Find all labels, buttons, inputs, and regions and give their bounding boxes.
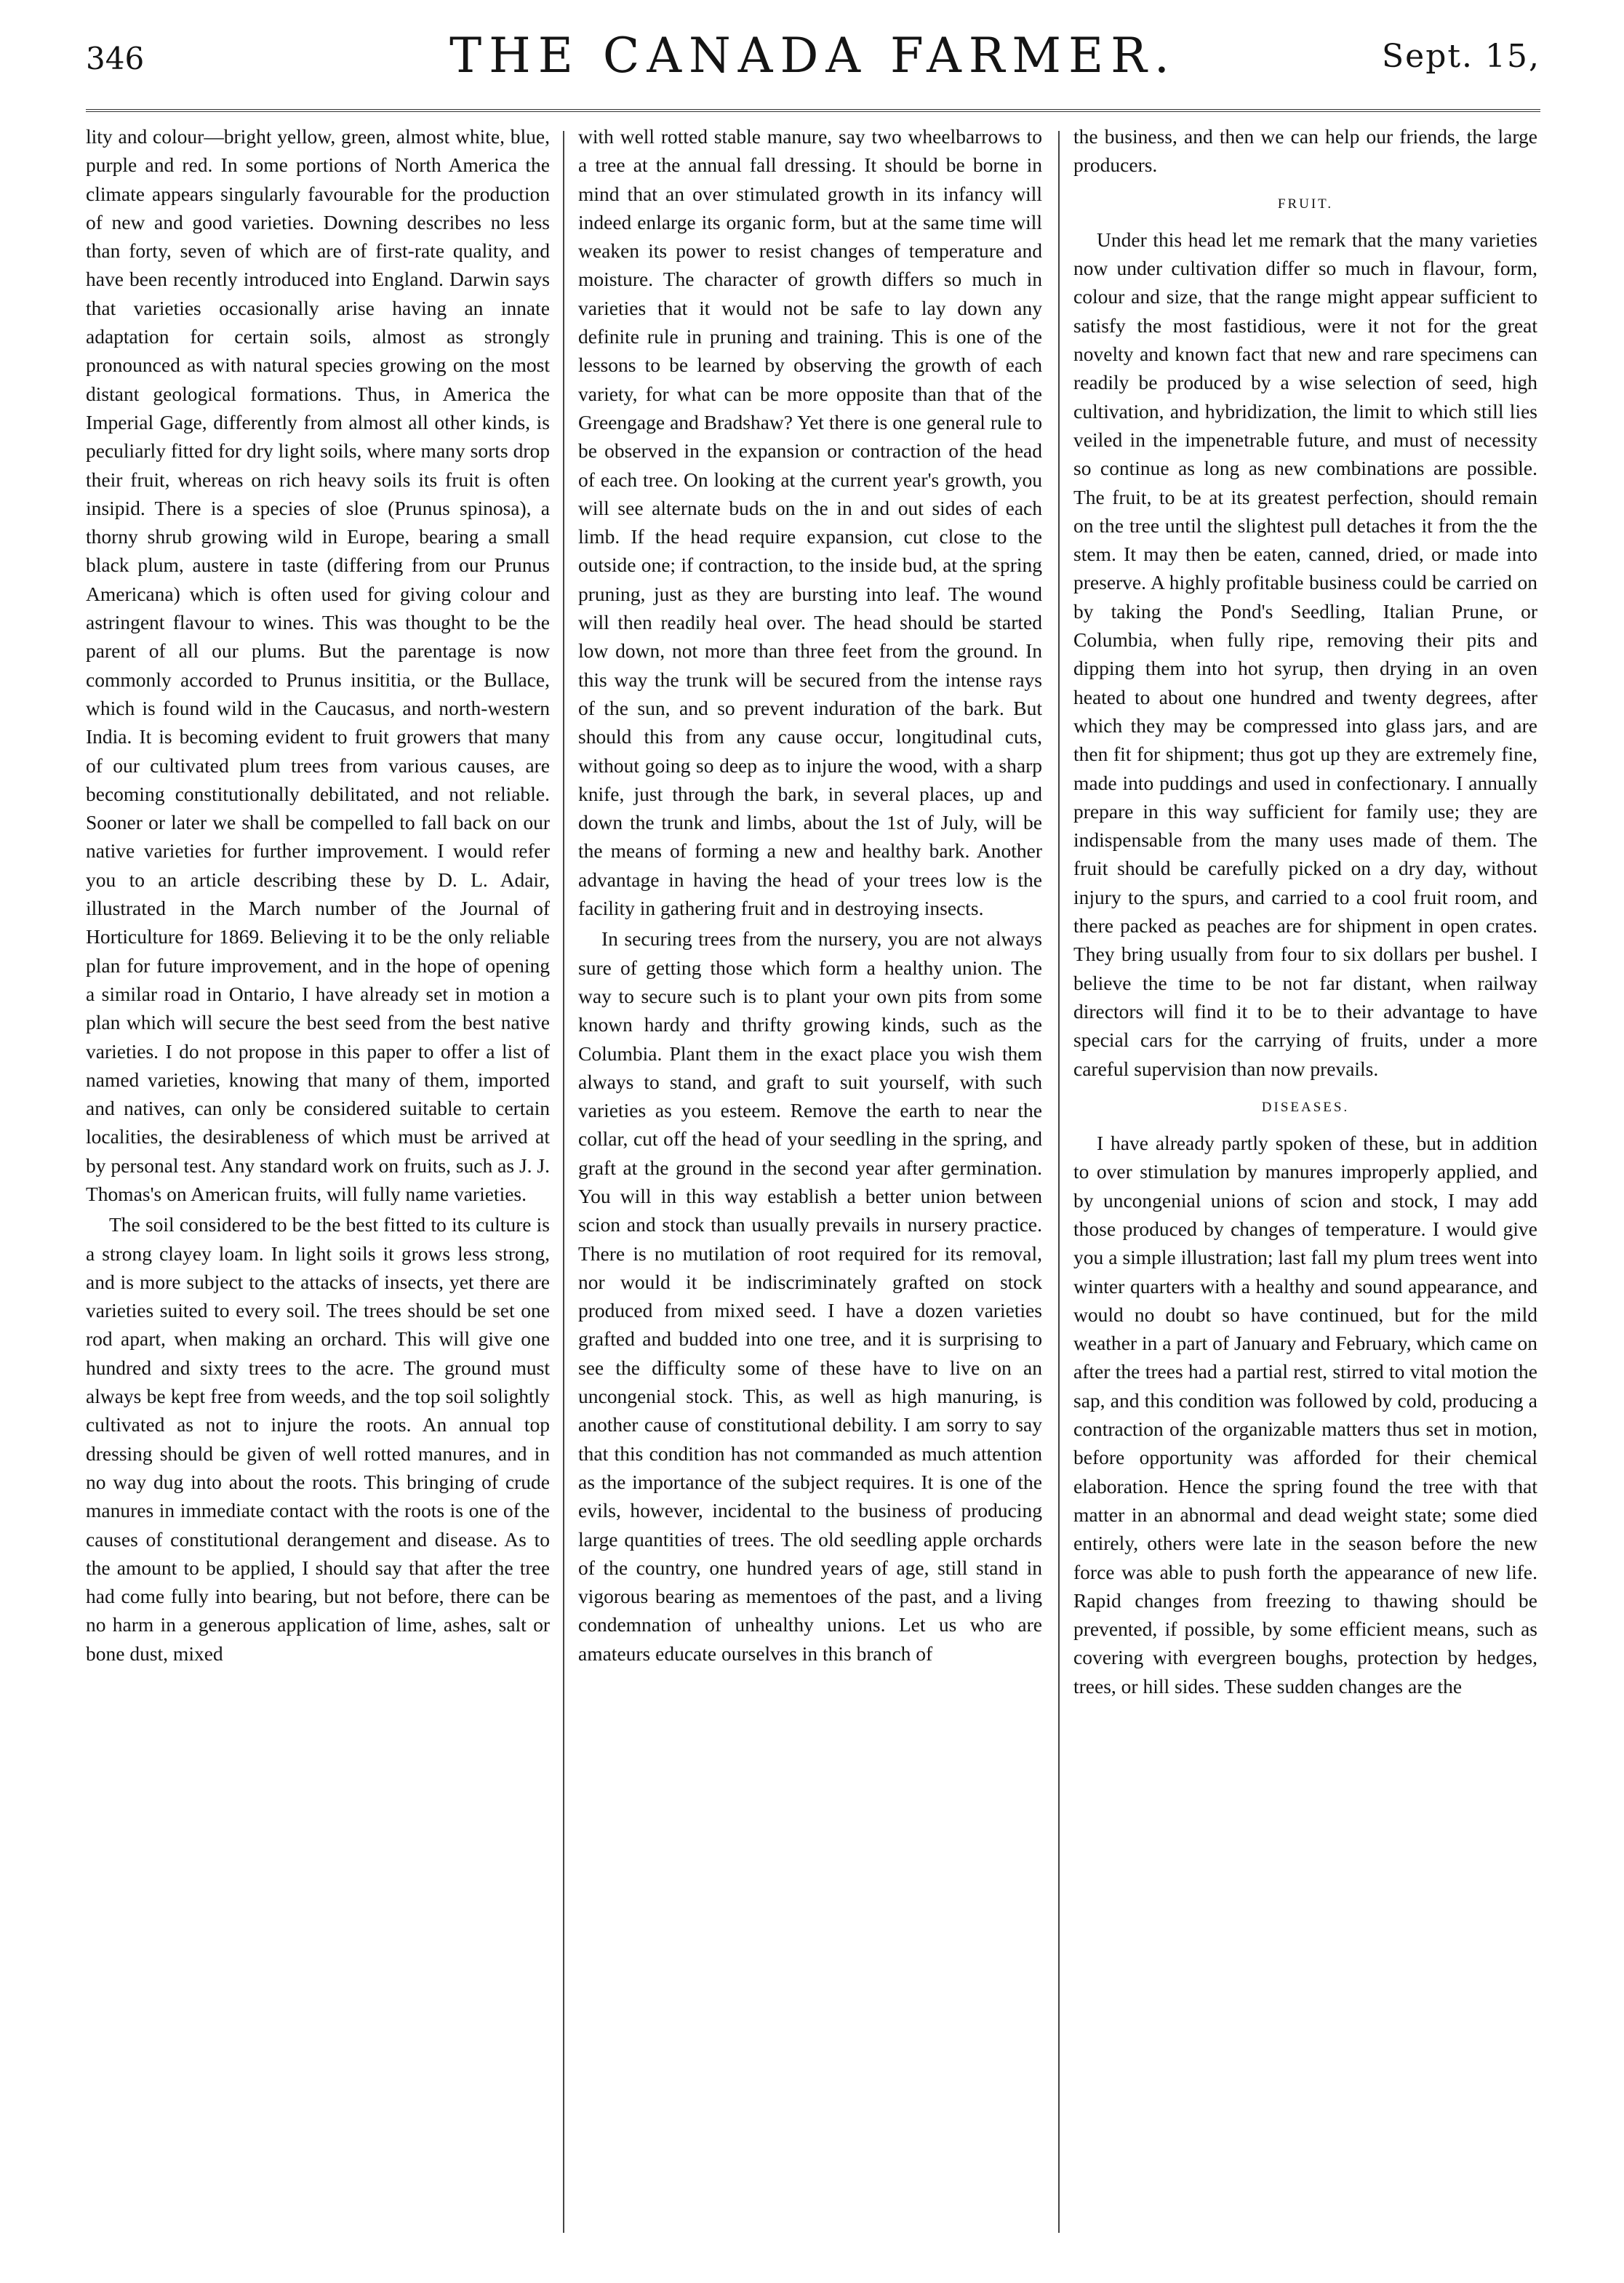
masthead: [86, 22, 1540, 109]
paragraph: with well rotted stable manure, say two wheelbarrows to a tree at the annual fall dressing. It should be borne in mind that an over stimulated growth in its infancy will indeed enlarge its organic form, but at the same time will weaken its power to resist changes of temperature and moisture. The character of growth differs so much in varieties that it would not be safe to lay down any definite rule in pruning and training. This is one of the lessons to be learned by observing the growth of each variety, for what can be more opposite than that of the Greengage and Bradshaw? Yet there is one general rule to be observed in the expansion or contraction of the head of each tree. On looking at the current year's growth, you will see alternate buds on the in and out sides of each limb. If the head require expansion, cut close to the outside one; if contraction, to the inside bud, at the spring pruning, just as they are bursting into leaf. The wound will then readily heal over. The head should be started low down, not more than three feet from the ground. In this way the trunk will be secured from the intense rays of the sun, and so prevent induration of the bark. But should this from any cause occur, longitudinal cuts, without going so deep as to injure the wood, with a sharp knife, just through the bark, in several places, up and down the trunk and limbs, about the 1st of July, will be the means of forming a new and healthy bark. Another advantage in having the head of your trees low is the facility in gathering fruit and in destroying insects.: [578, 125, 1042, 920]
paragraph: In securing trees from the nursery, you are not always sure of getting those which form a healthy union. The way to secure such is to plant your own pits from some known hardy and thrifty growing kinds, such as the Columbia. Plant them in the exact place you wish them always to stand, and graft to suit yourself, with such varieties as you esteem. Remove the earth to near the collar, cut off the head of your seedling in the spring, and graft at the ground in the second year after germination. You will in this way establish a better union between scion and stock than usually prevails in nursery practice. There is no mutilation of root required for its removal, nor would it be indiscriminately grafted on stock produced from mixed seed. I have a dozen varieties grafted and budded into one tree, and it is surprising to see the difficulty some of these have to live on an uncongenial stock. This, as well as high manuring, is another cause of constitutional debility. I am sorry to say that this condition has not commanded as much attention as the importance of the subject requires. It is one of the evils, however, incidental to the business of producing large quantities of trees. The old seedling apple orchards of the country, one hundred years of age, still stand in vigorous bearing as mementoes of the past, and a living condemnation of unhealthy unions. Let us who are amateurs educate ourselves in this branch of: [578, 927, 1042, 1665]
paragraph: The soil considered to be the best fitted to its culture is a strong clayey loam. In light soils it grows less strong, and is more subject to the attacks of insects, yet there are varieties suited to every soil. The trees should be set one rod apart, when making an orchard. This will give one hundred and sixty trees to the acre. The ground must always be kept free from weeds, and the top soil solightly cultivated as not to injure the roots. An annual top dressing should be given of well rotted manures, and in no way dug into about the roots. This bringing of crude manures in immediate contact with the roots is one of the causes of constitutional derangement and disease. As to the amount to be applied, I should say that after the tree had come fully into bearing, but not before, there can be no harm in a generous application of lime, ashes, salt or bone dust, mixed: [86, 1213, 550, 1665]
publication-title: THE CANADA FARMER.: [449, 28, 1177, 84]
column-3: [1073, 122, 1537, 2231]
section-heading: DISEASES.: [1261, 1099, 1350, 1115]
paragraph: lity and colour—bright yellow, green, almost white, blue, purple and red. In some portions of North America the climate appears singularly favourable for the production of new and good varieties. Downing describes no less than forty, seven of which are of first-rate quality, and have been recently introduced into England. Darwin says that varieties occasionally arise having an innate adaptation for certain soils, almost as strongly pronounced as with natural species growing on the most distant geological formations. Thus, in America the Imperial Gage, differently from almost all other kinds, is peculiarly fitted for dry light soils, where many sorts drop their fruit, whereas on rich heavy soils its fruit is often insipid. There is a species of sloe (Prunus spinosa), a thorny shrub growing wild in Europe, bearing a small black plum, austere in taste (differing from our Prunus Americana) which is often used for giving colour and astringent flavour to wines. This was thought to be the parent of all our plums. But the parentage is now commonly accorded to Prunus insititia, or the Bullace, which is found wild in the Caucasus, and north-western India. It is becoming evident to fruit growers that many of our cultivated plum trees from various causes, are becoming constitutionally debilitated, and not reliable. Sooner or later we shall be compelled to fall back on our native varieties for further improvement. I would refer you to an article describing these by D. L. Adair, illustrated in the March number of the Journal of Horticulture for 1869. Believing it to be the only reliable plan for future improvement, and in the hope of opening a similar road in Ontario, I have already set in motion a plan which will secure the best seed from the best native varieties. I do not propose in this paper to offer a list of named varieties, knowing that many of them, imported and natives, can only be considered suitable to certain localities, the desirableness of which must be arrived at by personal test. Any standard work on fruits, such as J. J. Thomas's on American fruits, will fully name varieties.: [86, 125, 550, 1205]
column-1: [86, 122, 550, 2231]
page-number: 346: [86, 41, 145, 76]
paragraph: Under this head let me remark that the many varieties now under cultivation differ so much in flavour, form, colour and size, that the range might appear sufficient to satisfy the most fastidious, were it not for the great novelty and known fact that new and rare specimens can readily be produced by a wise selection of seed, high cultivation, and hybridization, the limit to which still lies veiled in the impenetrable future, and must of necessity so continue as long as new combinations are possible. The fruit, to be at its greatest perfection, should remain on the tree until the slightest pull detaches it from the the stem. It may then be eaten, canned, dried, or made into preserve. A highly profitable business could be carried on by taking the Pond's Seedling, Italian Prune, or Columbia, when fully ripe, removing their pits and dipping them into hot syrup, then drying in an oven heated to about one hundred and twenty degrees, after which they may be compressed into glass jars, and are then fit for shipment; thus got up they are extremely fine, made into puddings and used in confectionary. I annually prepare in this way sufficient for family use; they are indispensable from the many uses made of them. The fruit should be carefully picked on a dry day, without injury to the spurs, and carried to a cool fruit room, and there packed as peaches are for shipment in open crates. They bring usually from four to six dollars per bushel. I believe the time to be not far distant, when railway directors will find it to be to their advantage to have special cars for the carrying of fruits, under a more careful supervision than now prevails.: [1073, 228, 1537, 1080]
column-divider: [563, 131, 564, 2233]
column-divider: [1058, 131, 1060, 2233]
issue-date: Sept. 15,: [1382, 38, 1540, 75]
paragraph: the business, and then we can help our friends, the large producers.: [1073, 125, 1537, 177]
column-2: [578, 122, 1042, 2231]
section-heading: FRUIT.: [1277, 196, 1334, 212]
header-rule: [86, 109, 1540, 112]
paragraph: I have already partly spoken of these, but in addition to over stimulation by manures improperly applied, and by uncongenial unions of scion and stock, I may add those produced by changes of temperature. I would give you a simple illustration; last fall my plum trees went into winter quarters with a healthy and sound appearance, and would no doubt so have continued, but for the mild weather in a part of January and February, which came on after the trees had a partial rest, stirred to vital motion the sap, and this condition was followed by cold, producing a contraction of the organizable matters thus set in motion, before opportunity was afforded for their chemical elaboration. Hence the spring found the tree with that matter in an abnormal and dead weight state; some died entirely, others were late in the season before the new force was able to push forth the appearance of new life. Rapid changes from freezing to thawing should be prevented, if possible, by some efficient means, such as covering with evergreen boughs, protection by hedges, trees, or hill sides. These sudden changes are the: [1073, 1132, 1537, 1698]
